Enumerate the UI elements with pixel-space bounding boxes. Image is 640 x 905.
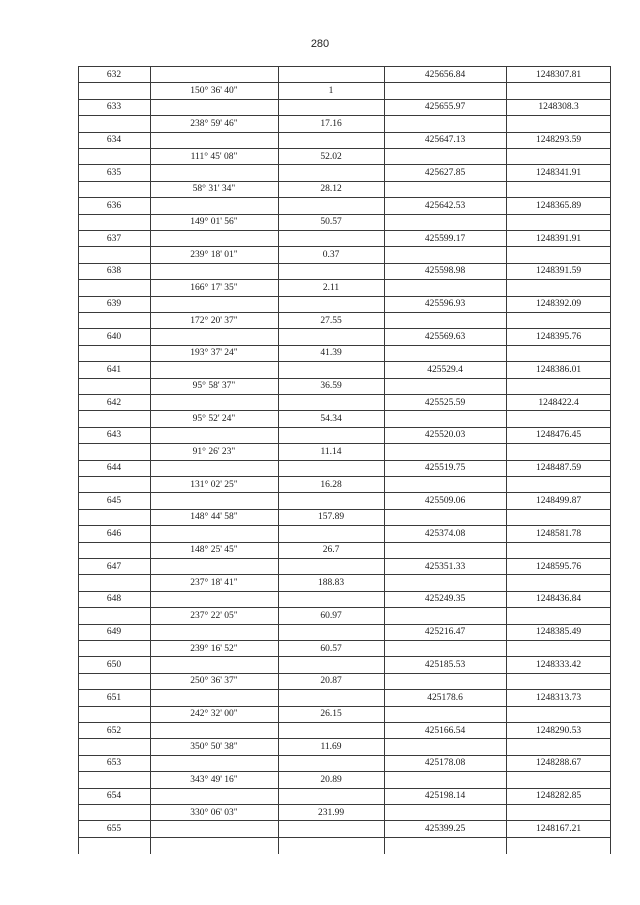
distance-cell: 231.99	[317, 807, 345, 818]
bearing-angle-cell: 95° 52' 24"	[192, 413, 236, 424]
distance-cell: 41.39	[320, 348, 342, 359]
point-number-cell: 634	[106, 135, 122, 146]
point-number-cell: 637	[106, 233, 122, 244]
bearing-angle-cell: 91° 26' 23"	[192, 446, 236, 457]
x-coordinate-cell: 425178.08	[424, 758, 466, 769]
point-number-cell: 648	[106, 594, 122, 605]
y-coordinate-cell: 1248341.91	[535, 167, 582, 178]
point-number-cell: 647	[106, 561, 122, 572]
coordinates-table	[78, 66, 611, 854]
distance-cell: 28.12	[320, 184, 342, 195]
point-number-cell: 633	[106, 102, 122, 113]
x-coordinate-cell: 425525.59	[424, 397, 466, 408]
bearing-angle-cell: 148° 44' 58"	[190, 512, 238, 523]
point-number-cell: 638	[106, 266, 122, 277]
x-coordinate-cell: 425596.93	[424, 299, 466, 310]
y-coordinate-cell: 1248313.73	[535, 692, 582, 703]
x-coordinate-cell: 425569.63	[424, 331, 466, 342]
bearing-angle-cell: 150° 36' 40"	[190, 85, 238, 96]
point-number-cell: 635	[106, 167, 122, 178]
x-coordinate-cell: 425598.98	[424, 266, 466, 277]
y-coordinate-cell: 1248595.76	[535, 561, 582, 572]
distance-cell: 157.89	[317, 512, 345, 523]
x-coordinate-cell: 425519.75	[424, 463, 466, 474]
x-coordinate-cell: 425656.84	[424, 69, 466, 80]
bearing-angle-cell: 172° 20' 37"	[190, 315, 238, 326]
bearing-angle-cell: 149° 01' 56"	[190, 217, 238, 228]
distance-cell: 0.37	[322, 249, 340, 260]
y-coordinate-cell: 1248436.84	[535, 594, 582, 605]
y-coordinate-cell: 1248391.59	[535, 266, 582, 277]
point-number-cell: 644	[106, 463, 122, 474]
distance-cell: 27.55	[320, 315, 342, 326]
distance-cell: 188.83	[317, 577, 345, 588]
bearing-angle-cell: 242° 32' 00"	[190, 709, 238, 720]
x-coordinate-cell: 425529.4	[427, 364, 463, 375]
x-coordinate-cell: 425647.13	[424, 135, 466, 146]
distance-cell: 26.15	[320, 709, 342, 720]
bearing-angle-cell: 330° 06' 03"	[190, 807, 238, 818]
x-coordinate-cell: 425198.14	[424, 791, 466, 802]
bearing-angle-cell: 166° 17' 35"	[190, 282, 238, 293]
x-coordinate-cell: 425599.17	[424, 233, 466, 244]
distance-cell: 16.28	[320, 479, 342, 490]
distance-cell: 54.34	[320, 413, 342, 424]
y-coordinate-cell: 1248476.45	[535, 430, 582, 441]
distance-cell: 20.87	[320, 676, 342, 687]
x-coordinate-cell: 425642.53	[424, 200, 466, 211]
distance-cell: 26.7	[322, 545, 340, 556]
x-coordinate-cell: 425399.25	[424, 823, 466, 834]
point-number-cell: 642	[106, 397, 122, 408]
point-number-cell: 655	[106, 823, 122, 834]
x-coordinate-cell: 425627.85	[424, 167, 466, 178]
y-coordinate-cell: 1248386.01	[535, 364, 582, 375]
point-number-cell: 654	[106, 791, 122, 802]
bearing-angle-cell: 95° 58' 37"	[192, 381, 236, 392]
point-number-cell: 646	[106, 528, 122, 539]
distance-cell: 20.89	[320, 774, 342, 785]
y-coordinate-cell: 1248385.49	[535, 627, 582, 638]
y-coordinate-cell: 1248391.91	[535, 233, 582, 244]
x-coordinate-cell: 425509.06	[424, 495, 466, 506]
x-coordinate-cell: 425374.08	[424, 528, 466, 539]
bearing-angle-cell: 250° 36' 37"	[190, 676, 238, 687]
y-coordinate-cell: 1248288.67	[535, 758, 582, 769]
x-coordinate-cell: 425166.54	[424, 725, 466, 736]
point-number-cell: 645	[106, 495, 122, 506]
bearing-angle-cell: 148° 25' 45"	[190, 545, 238, 556]
x-coordinate-cell: 425655.97	[424, 102, 466, 113]
bearing-angle-cell: 58° 31' 34"	[192, 184, 236, 195]
x-coordinate-cell: 425216.47	[424, 627, 466, 638]
x-coordinate-cell: 425185.53	[424, 659, 466, 670]
y-coordinate-cell: 1248293.59	[535, 135, 582, 146]
distance-cell: 52.02	[320, 151, 342, 162]
x-coordinate-cell: 425520.03	[424, 430, 466, 441]
distance-cell: 2.11	[322, 282, 340, 293]
bearing-angle-cell: 238° 59' 46"	[190, 118, 238, 129]
y-coordinate-cell: 1248290.53	[535, 725, 582, 736]
row-divider	[78, 837, 611, 838]
x-coordinate-cell: 425249.35	[424, 594, 466, 605]
point-number-cell: 636	[106, 200, 122, 211]
y-coordinate-cell: 1248308.3	[538, 102, 579, 113]
page-number: 280	[310, 38, 330, 50]
point-number-cell: 643	[106, 430, 122, 441]
point-number-cell: 650	[106, 659, 122, 670]
y-coordinate-cell: 1248333.42	[535, 659, 582, 670]
point-number-cell: 640	[106, 331, 122, 342]
bearing-angle-cell: 193° 37' 24"	[190, 348, 238, 359]
distance-cell: 1	[328, 85, 334, 96]
distance-cell: 60.97	[320, 610, 342, 621]
bearing-angle-cell: 237° 18' 41"	[190, 577, 238, 588]
point-number-cell: 653	[106, 758, 122, 769]
distance-cell: 50.57	[320, 217, 342, 228]
y-coordinate-cell: 1248422.4	[538, 397, 579, 408]
y-coordinate-cell: 1248395.76	[535, 331, 582, 342]
bearing-angle-cell: 350° 50' 38"	[190, 741, 238, 752]
bearing-angle-cell: 131° 02' 25"	[190, 479, 238, 490]
y-coordinate-cell: 1248365.89	[535, 200, 582, 211]
y-coordinate-cell: 1248499.87	[535, 495, 582, 506]
point-number-cell: 639	[106, 299, 122, 310]
bearing-angle-cell: 343° 49' 16"	[190, 774, 238, 785]
distance-cell: 36.59	[320, 381, 342, 392]
y-coordinate-cell: 1248392.09	[535, 299, 582, 310]
distance-cell: 17.16	[320, 118, 342, 129]
x-coordinate-cell: 425351.33	[424, 561, 466, 572]
point-number-cell: 651	[106, 692, 122, 703]
y-coordinate-cell: 1248282.85	[535, 791, 582, 802]
y-coordinate-cell: 1248167.21	[535, 823, 582, 834]
distance-cell: 60.57	[320, 643, 342, 654]
distance-cell: 11.69	[320, 741, 342, 752]
point-number-cell: 652	[106, 725, 122, 736]
distance-cell: 11.14	[320, 446, 342, 457]
point-number-cell: 641	[106, 364, 122, 375]
x-coordinate-cell: 425178.6	[427, 692, 463, 703]
bearing-angle-cell: 239° 16' 52"	[190, 643, 238, 654]
bearing-angle-cell: 239° 18' 01"	[190, 249, 238, 260]
y-coordinate-cell: 1248581.78	[535, 528, 582, 539]
bearing-angle-cell: 237° 22' 05"	[190, 610, 238, 621]
point-number-cell: 649	[106, 627, 122, 638]
y-coordinate-cell: 1248307.81	[535, 69, 582, 80]
y-coordinate-cell: 1248487.59	[535, 463, 582, 474]
point-number-cell: 632	[106, 69, 122, 80]
bearing-angle-cell: 111° 45' 08"	[190, 151, 238, 162]
